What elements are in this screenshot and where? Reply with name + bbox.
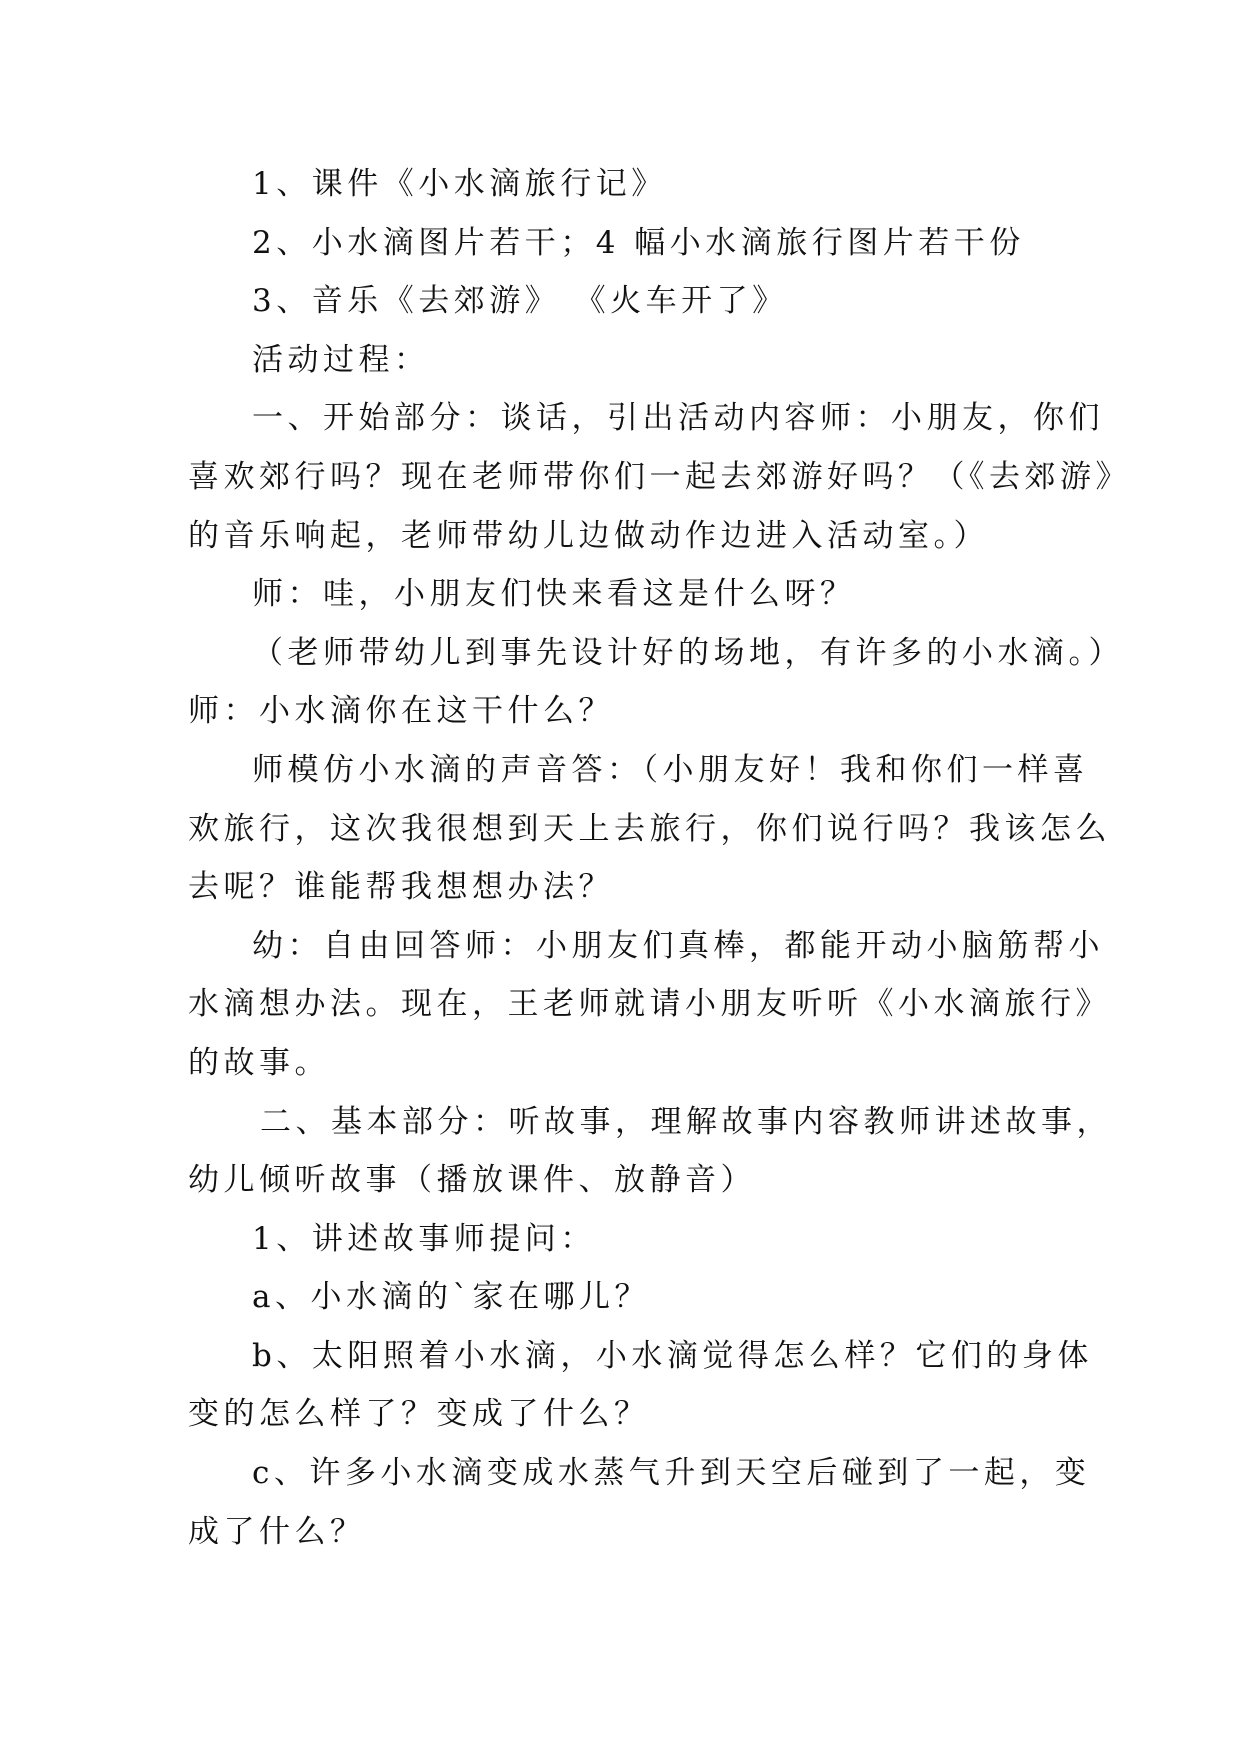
text-line: 1、课件《小水滴旅行记》 — [252, 166, 667, 202]
document-body — [188, 155, 1131, 1561]
text-line: 3、音乐《去郊游》 《火车开了》 — [252, 283, 788, 320]
text-line: 1、讲述故事师提问： — [252, 1220, 596, 1257]
text-line: 一、开始部分：谈话，引出活动内容师：小朋友，你们 — [252, 400, 1104, 437]
text-line: （老师带幼儿到事先设计好的场地，有许多的小水滴。） — [252, 634, 1124, 671]
text-line: 喜欢郊行吗？现在老师带你们一起去郊游好吗？（《去郊游》 — [188, 458, 1131, 495]
text-line: 幼儿倾听故事（播放课件、放静音） — [188, 1162, 756, 1199]
text-line: 水滴想办法。现在，王老师就请小朋友听听《小水滴旅行》 — [188, 986, 1111, 1023]
text-line: 成了什么？ — [188, 1513, 366, 1550]
text-line: 2、小水滴图片若干；4 幅小水滴旅行图片若干份 — [252, 224, 1025, 261]
text-line: 幼：自由回答师：小朋友们真棒，都能开动小脑筋帮小 — [252, 927, 1104, 964]
text-line: a、小水滴的`家在哪儿？ — [252, 1279, 650, 1316]
text-line: 师：哇，小朋友们快来看这是什么呀？ — [252, 576, 856, 613]
text-line: 欢旅行，这次我很想到天上去旅行，你们说行吗？我该怎么 — [188, 810, 1111, 847]
text-line: 去呢？谁能帮我想想办法？ — [188, 869, 614, 906]
text-line: c、许多小水滴变成水蒸气升到天空后碰到了一起，变 — [252, 1455, 1091, 1492]
text-line: 的故事。 — [188, 1044, 330, 1081]
text-line: 变的怎么样了？变成了什么？ — [188, 1396, 650, 1433]
text-line: 师模仿小水滴的声音答：（小朋友好！我和你们一样喜 — [252, 751, 1089, 788]
text-line: 师：小水滴你在这干什么？ — [188, 693, 614, 730]
text-line: 活动过程： — [252, 341, 430, 378]
text-line: b、太阳照着小水滴，小水滴觉得怎么样？它们的身体 — [252, 1337, 1093, 1374]
text-line: 二、基本部分：听故事，理解故事内容教师讲述故事， — [260, 1103, 1112, 1140]
text-line: 的音乐响起，老师带幼儿边做动作边进入活动室。） — [188, 517, 989, 554]
